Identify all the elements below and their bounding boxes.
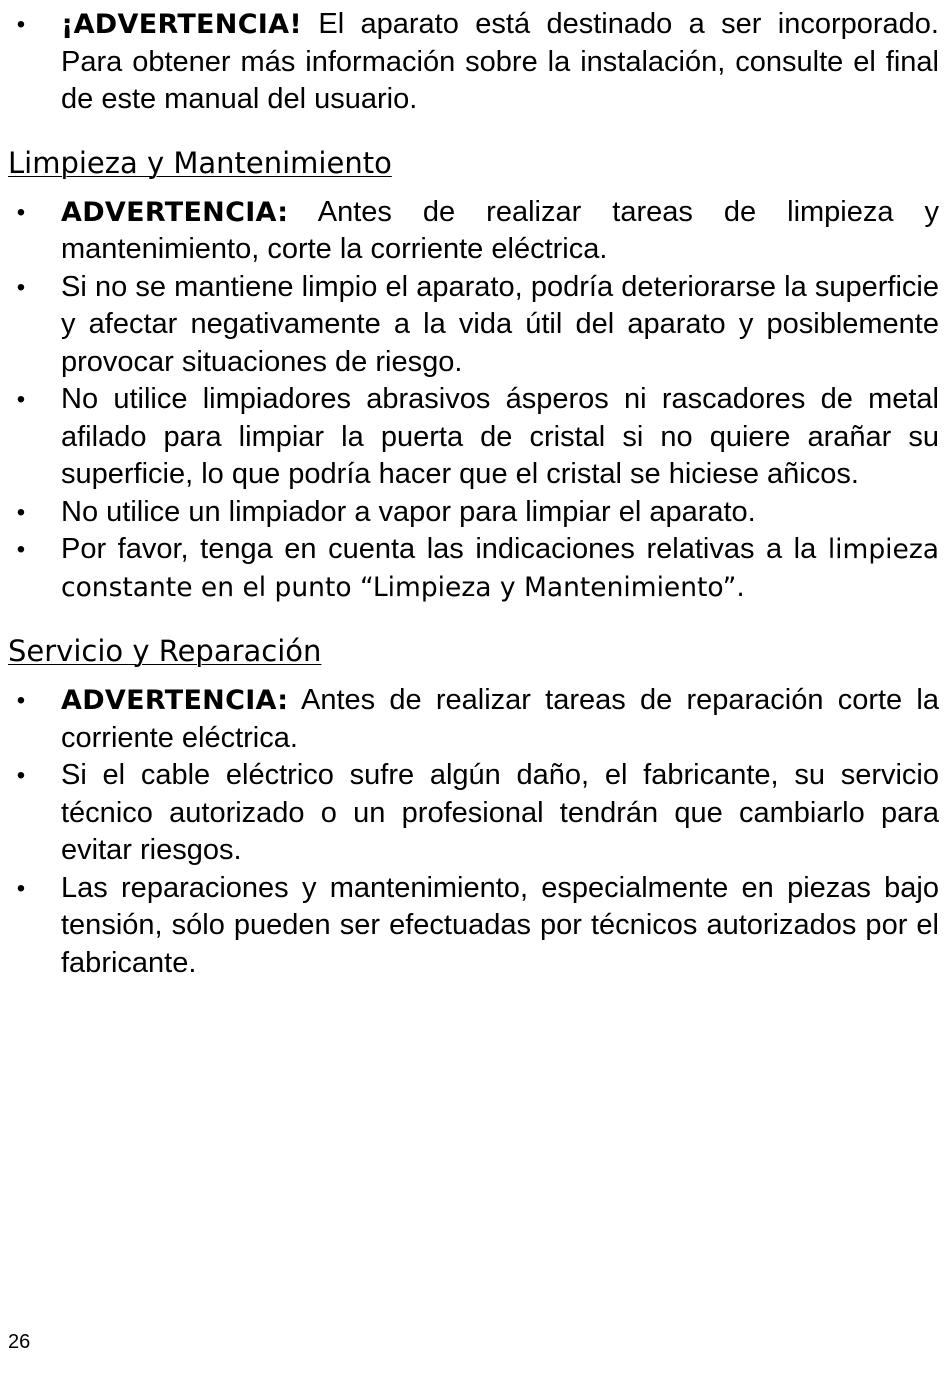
list-item-text: No utilice un limpiador a vapor para limpiar el aparato. bbox=[61, 495, 756, 528]
cleaning-list bbox=[8, 194, 939, 607]
list-item bbox=[8, 381, 939, 494]
list-item bbox=[8, 870, 939, 983]
intro-list bbox=[8, 6, 939, 119]
list-item bbox=[8, 494, 939, 532]
list-item-text: Antes de realizar tareas de limpieza y mantenimiento, corte la corriente eléctrica. bbox=[61, 195, 939, 265]
list-item-text: Si el cable eléctrico sufre algún daño, el fabricante, su servicio técnico autorizado o un profesional tendrán que cambiarlo para evitar riesgos. bbox=[61, 759, 939, 866]
service-list bbox=[8, 682, 939, 982]
list-item-text: Si no se mantiene limpio el aparato, podría deteriorarse la superficie y afectar negativamente a la vida útil del aparato y posiblemente provocar situaciones de riesgo. bbox=[61, 270, 939, 378]
warning-label: ADVERTENCIA: bbox=[61, 685, 289, 716]
list-item-text: No utilice limpiadores abrasivos ásperos ni rascadores de metal afilado para limpiar la puerta de cristal si no quiere arañar su superficie, lo que podría hacer que el cristal se hiciese añicos. bbox=[61, 383, 939, 490]
list-item bbox=[8, 757, 939, 870]
bullet-icon: • bbox=[16, 874, 26, 902]
list-item-text: El aparato está destinado a ser incorporado. Para obtener más información sobre la instalación, consulte el final de este manual del usuario. bbox=[61, 8, 939, 115]
list-item-text: Las reparaciones y mantenimiento, especialmente en piezas bajo tensión, sólo pueden ser efectuadas por técnicos autorizados por el fabricante. bbox=[61, 871, 939, 979]
section-heading-service: Servicio y Reparación bbox=[8, 634, 322, 668]
list-item bbox=[8, 682, 939, 757]
bullet-icon: • bbox=[16, 273, 26, 301]
bullet-icon: • bbox=[16, 11, 26, 38]
list-item bbox=[8, 194, 939, 269]
list-item-text-reference: limpieza constante en el punto “Limpieza y Mantenimiento”. bbox=[61, 534, 939, 603]
list-item-text: Por favor, tenga en cuenta las indicaciones relativas a la bbox=[61, 533, 828, 565]
page-content bbox=[8, 6, 939, 982]
page-number: 26 bbox=[8, 1331, 31, 1353]
bullet-icon: • bbox=[16, 198, 26, 226]
warning-label: ADVERTENCIA: bbox=[61, 196, 289, 228]
list-item bbox=[8, 531, 939, 606]
bullet-icon: • bbox=[16, 386, 26, 413]
list-item bbox=[8, 269, 939, 382]
bullet-icon: • bbox=[16, 498, 26, 526]
section-heading-cleaning: Limpieza y Mantenimiento bbox=[8, 145, 392, 180]
bullet-icon: • bbox=[16, 536, 26, 563]
list-item bbox=[8, 6, 939, 119]
warning-label: ¡ADVERTENCIA! bbox=[61, 9, 302, 40]
list-item-text: Antes de realizar tareas de reparación corte la corriente eléctrica. bbox=[61, 684, 939, 754]
bullet-icon: • bbox=[16, 762, 26, 789]
bullet-icon: • bbox=[16, 687, 26, 714]
